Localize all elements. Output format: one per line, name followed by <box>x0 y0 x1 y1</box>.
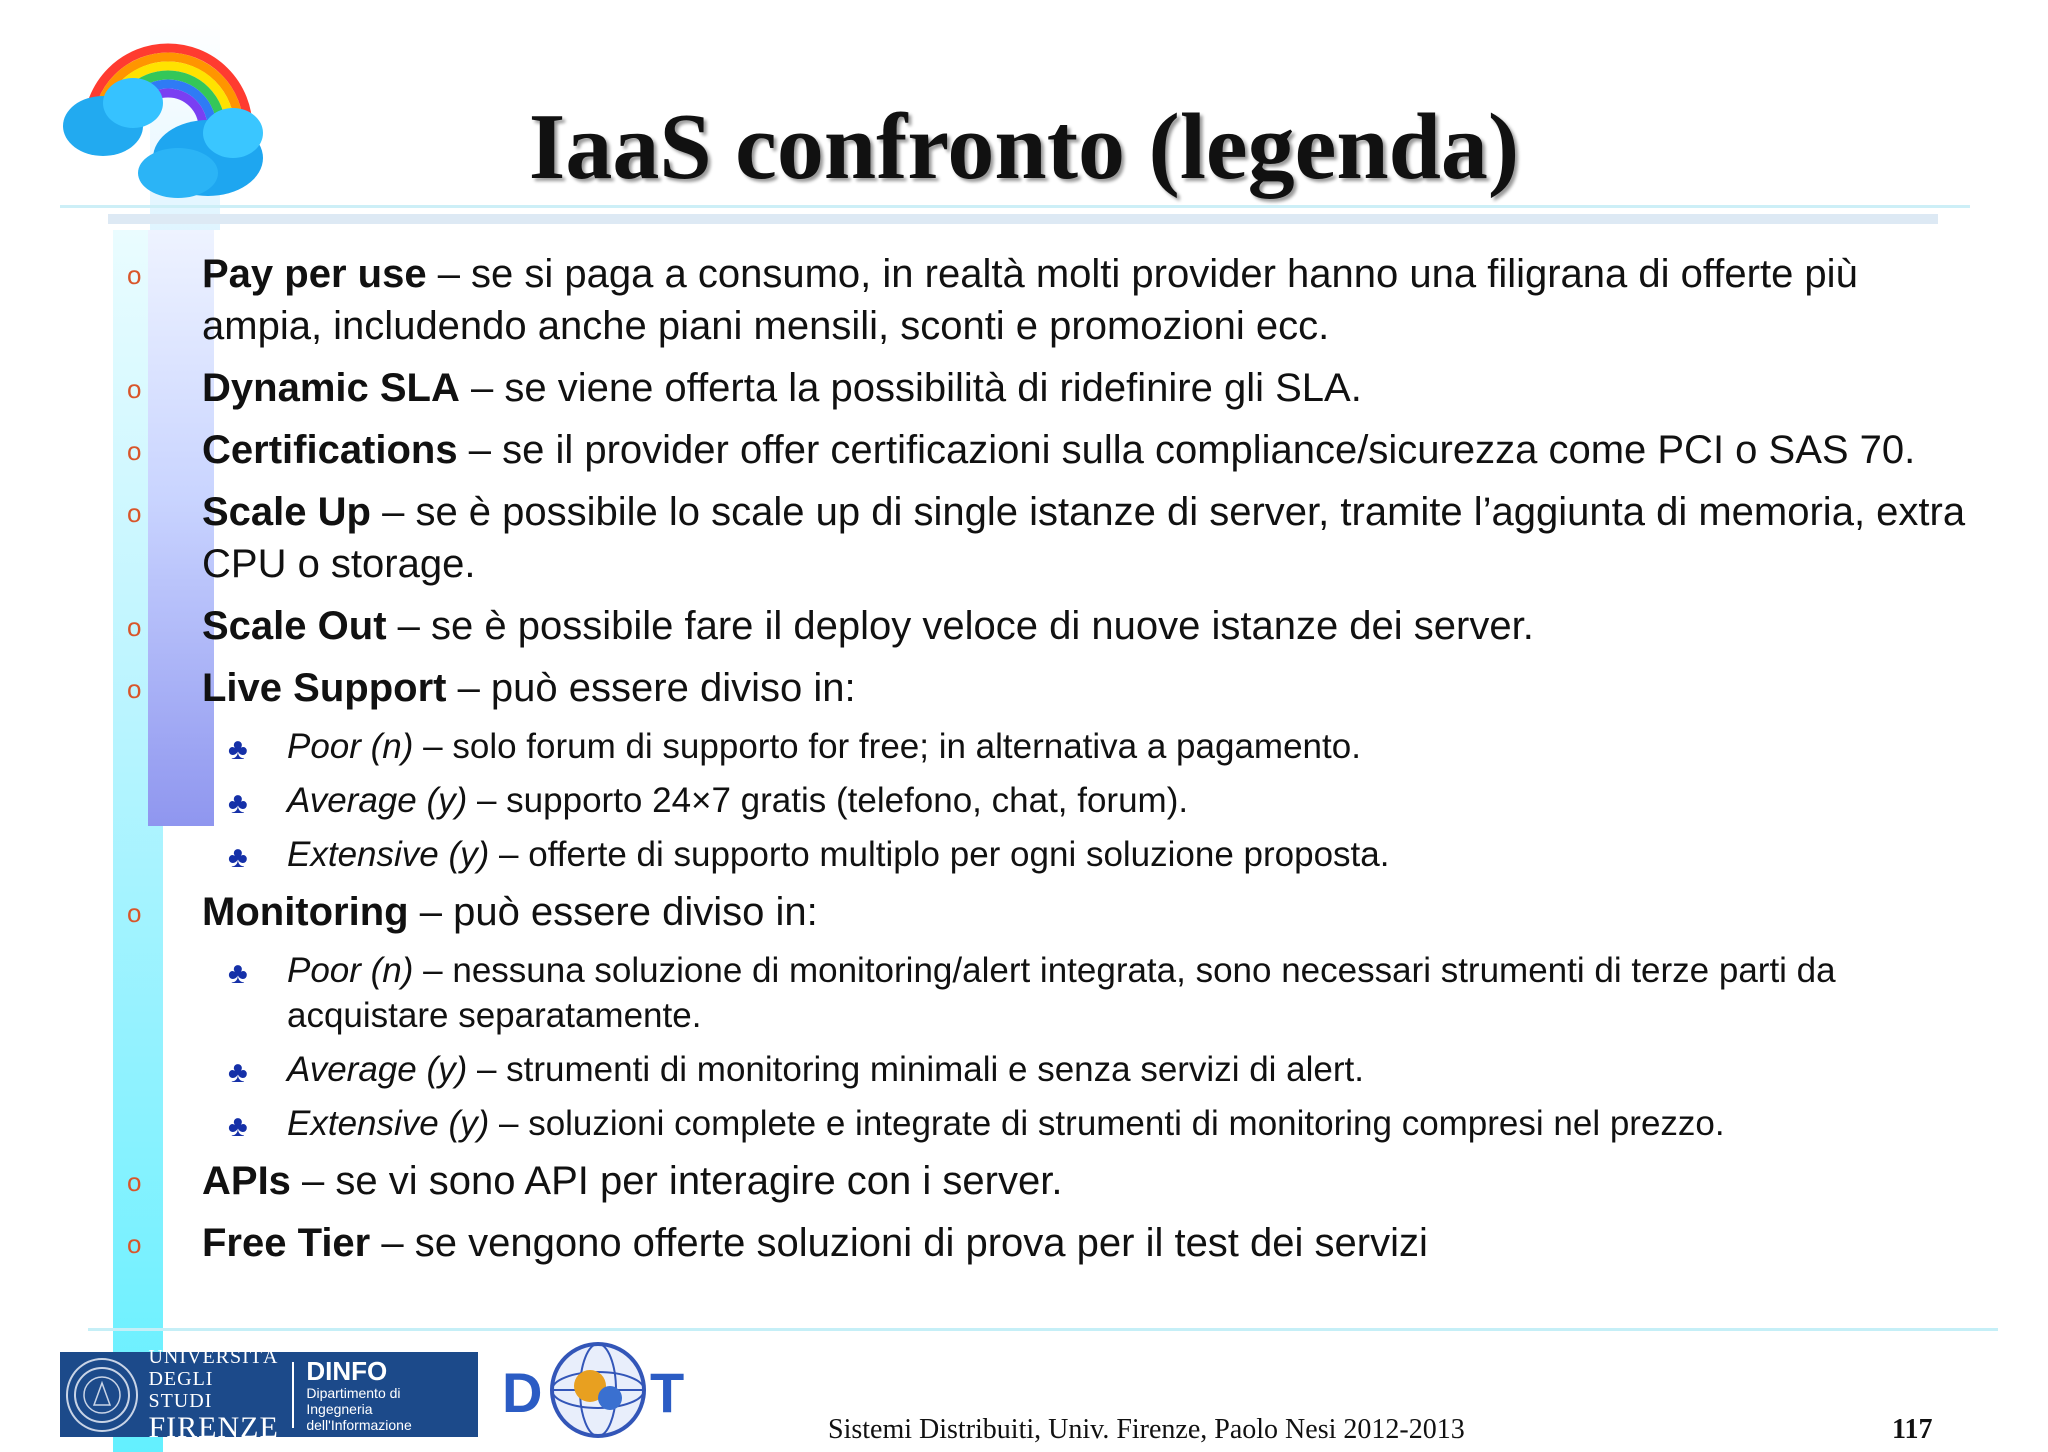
bullet-icon: o <box>127 374 142 404</box>
svg-text:T: T <box>650 1361 685 1424</box>
bullet-icon: o <box>127 898 142 928</box>
sub-item-monitoring-average <box>0 1047 2048 1092</box>
term: Free Tier <box>202 1221 371 1265</box>
description: – può essere diviso in: <box>446 666 856 710</box>
bullet-icon: o <box>127 612 142 642</box>
list-item-apis <box>0 1155 2048 1207</box>
description: – offerte di supporto multiplo per ogni soluzione proposta. <box>489 835 1390 874</box>
list-item-scale-out <box>0 600 2048 652</box>
description: – se è possibile lo scale up di single istanze di server, tramite l’aggiunta di memoria, extra CPU o storage. <box>202 490 1966 586</box>
university-line-1: UNIVERSITÀ <box>148 1345 279 1368</box>
description: – supporto 24×7 gratis (telefono, chat, forum). <box>467 781 1189 820</box>
university-line-3: FIRENZE <box>148 1410 279 1444</box>
term: Certifications <box>202 428 458 472</box>
club-icon: ♣ <box>228 1056 248 1089</box>
club-icon: ♣ <box>228 787 248 820</box>
svg-text:D: D <box>502 1361 543 1424</box>
description: – se si paga a consumo, in realtà molti provider hanno una filigrana di offerte più ampia, includendo anche piani mensili, sconti e promozioni ecc. <box>202 252 1858 348</box>
department-line-1: Dipartimento di <box>306 1384 401 1401</box>
page-number: 117 <box>1892 1414 1933 1445</box>
list-item-scale-up <box>0 486 2048 590</box>
term: Scale Up <box>202 490 371 534</box>
university-logo <box>60 1345 478 1444</box>
bullet-icon: o <box>127 1167 142 1197</box>
description: – strumenti di monitoring minimali e senza servizi di alert. <box>467 1050 1364 1089</box>
term: Extensive (y) <box>287 1104 490 1143</box>
term: Pay per use <box>202 252 427 296</box>
list-item-dynamic-sla <box>0 362 2048 414</box>
slide-title: IaaS confronto (legenda) <box>528 95 1520 199</box>
description: – se vengono offerte soluzioni di prova per il test dei servizi <box>370 1221 1428 1265</box>
list-item-monitoring <box>0 886 2048 938</box>
sub-item-monitoring-extensive <box>0 1101 2048 1146</box>
list-item-live-support <box>0 662 2048 714</box>
department-name: DINFO <box>306 1355 388 1386</box>
description: – soluzioni complete e integrate di strumenti di monitoring compresi nel prezzo. <box>489 1104 1725 1143</box>
description: – nessuna soluzione di monitoring/alert integrata, sono necessari strumenti di terze parti da acquistare separatamente. <box>287 951 1836 1035</box>
description: – se è possibile fare il deploy veloce di nuove istanze dei server. <box>386 604 1534 648</box>
footer-course: Sistemi Distribuiti, Univ. Firenze, Paolo Nesi 2012-2013 <box>828 1414 1465 1445</box>
club-icon: ♣ <box>228 841 248 874</box>
club-icon: ♣ <box>228 1110 248 1143</box>
term: APIs <box>202 1159 291 1203</box>
logo-separator <box>292 1362 294 1428</box>
term: Poor (n) <box>287 727 414 766</box>
sub-item-monitoring-poor <box>0 948 2048 1038</box>
bullet-icon: o <box>127 498 142 528</box>
term: Extensive (y) <box>287 835 490 874</box>
term: Live Support <box>202 666 447 710</box>
university-name <box>148 1346 280 1444</box>
club-icon: ♣ <box>228 733 248 766</box>
disit-logo <box>500 1340 700 1440</box>
term: Scale Out <box>202 604 387 648</box>
bullet-icon: o <box>127 1229 142 1259</box>
description: – solo forum di supporto for free; in alternativa a pagamento. <box>413 727 1361 766</box>
term: Monitoring <box>202 890 409 934</box>
term: Average (y) <box>287 781 468 820</box>
bullet-icon: o <box>127 674 142 704</box>
bullet-icon: o <box>127 436 142 466</box>
description: – può essere diviso in: <box>408 890 818 934</box>
bullet-icon: o <box>127 260 142 290</box>
club-icon: ♣ <box>228 957 248 990</box>
description: – se viene offerta la possibilità di ridefinire gli SLA. <box>459 366 1362 410</box>
sub-item-live-support-poor <box>0 724 2048 769</box>
list-item-certifications <box>0 424 2048 476</box>
description: – se il provider offer certificazioni sulla compliance/sicurezza come PCI o SAS 70. <box>457 428 1916 472</box>
sub-item-live-support-average <box>0 778 2048 823</box>
sub-item-live-support-extensive <box>0 832 2048 877</box>
university-line-2: DEGLI STUDI <box>148 1367 214 1412</box>
department-line-2: Ingegneria dell'Informazione <box>306 1400 412 1433</box>
slide-content <box>0 248 2048 1279</box>
term: Average (y) <box>287 1050 468 1089</box>
term: Poor (n) <box>287 951 414 990</box>
department-logo <box>306 1357 478 1433</box>
list-item-free-tier <box>0 1217 2048 1269</box>
title-divider-shadow <box>108 214 1938 224</box>
title-divider <box>60 205 1970 208</box>
footer-divider <box>88 1328 1998 1331</box>
university-seal-icon <box>66 1358 138 1432</box>
term: Dynamic SLA <box>202 366 460 410</box>
list-item-pay-per-use <box>0 248 2048 352</box>
description: – se vi sono API per interagire con i server. <box>290 1159 1063 1203</box>
